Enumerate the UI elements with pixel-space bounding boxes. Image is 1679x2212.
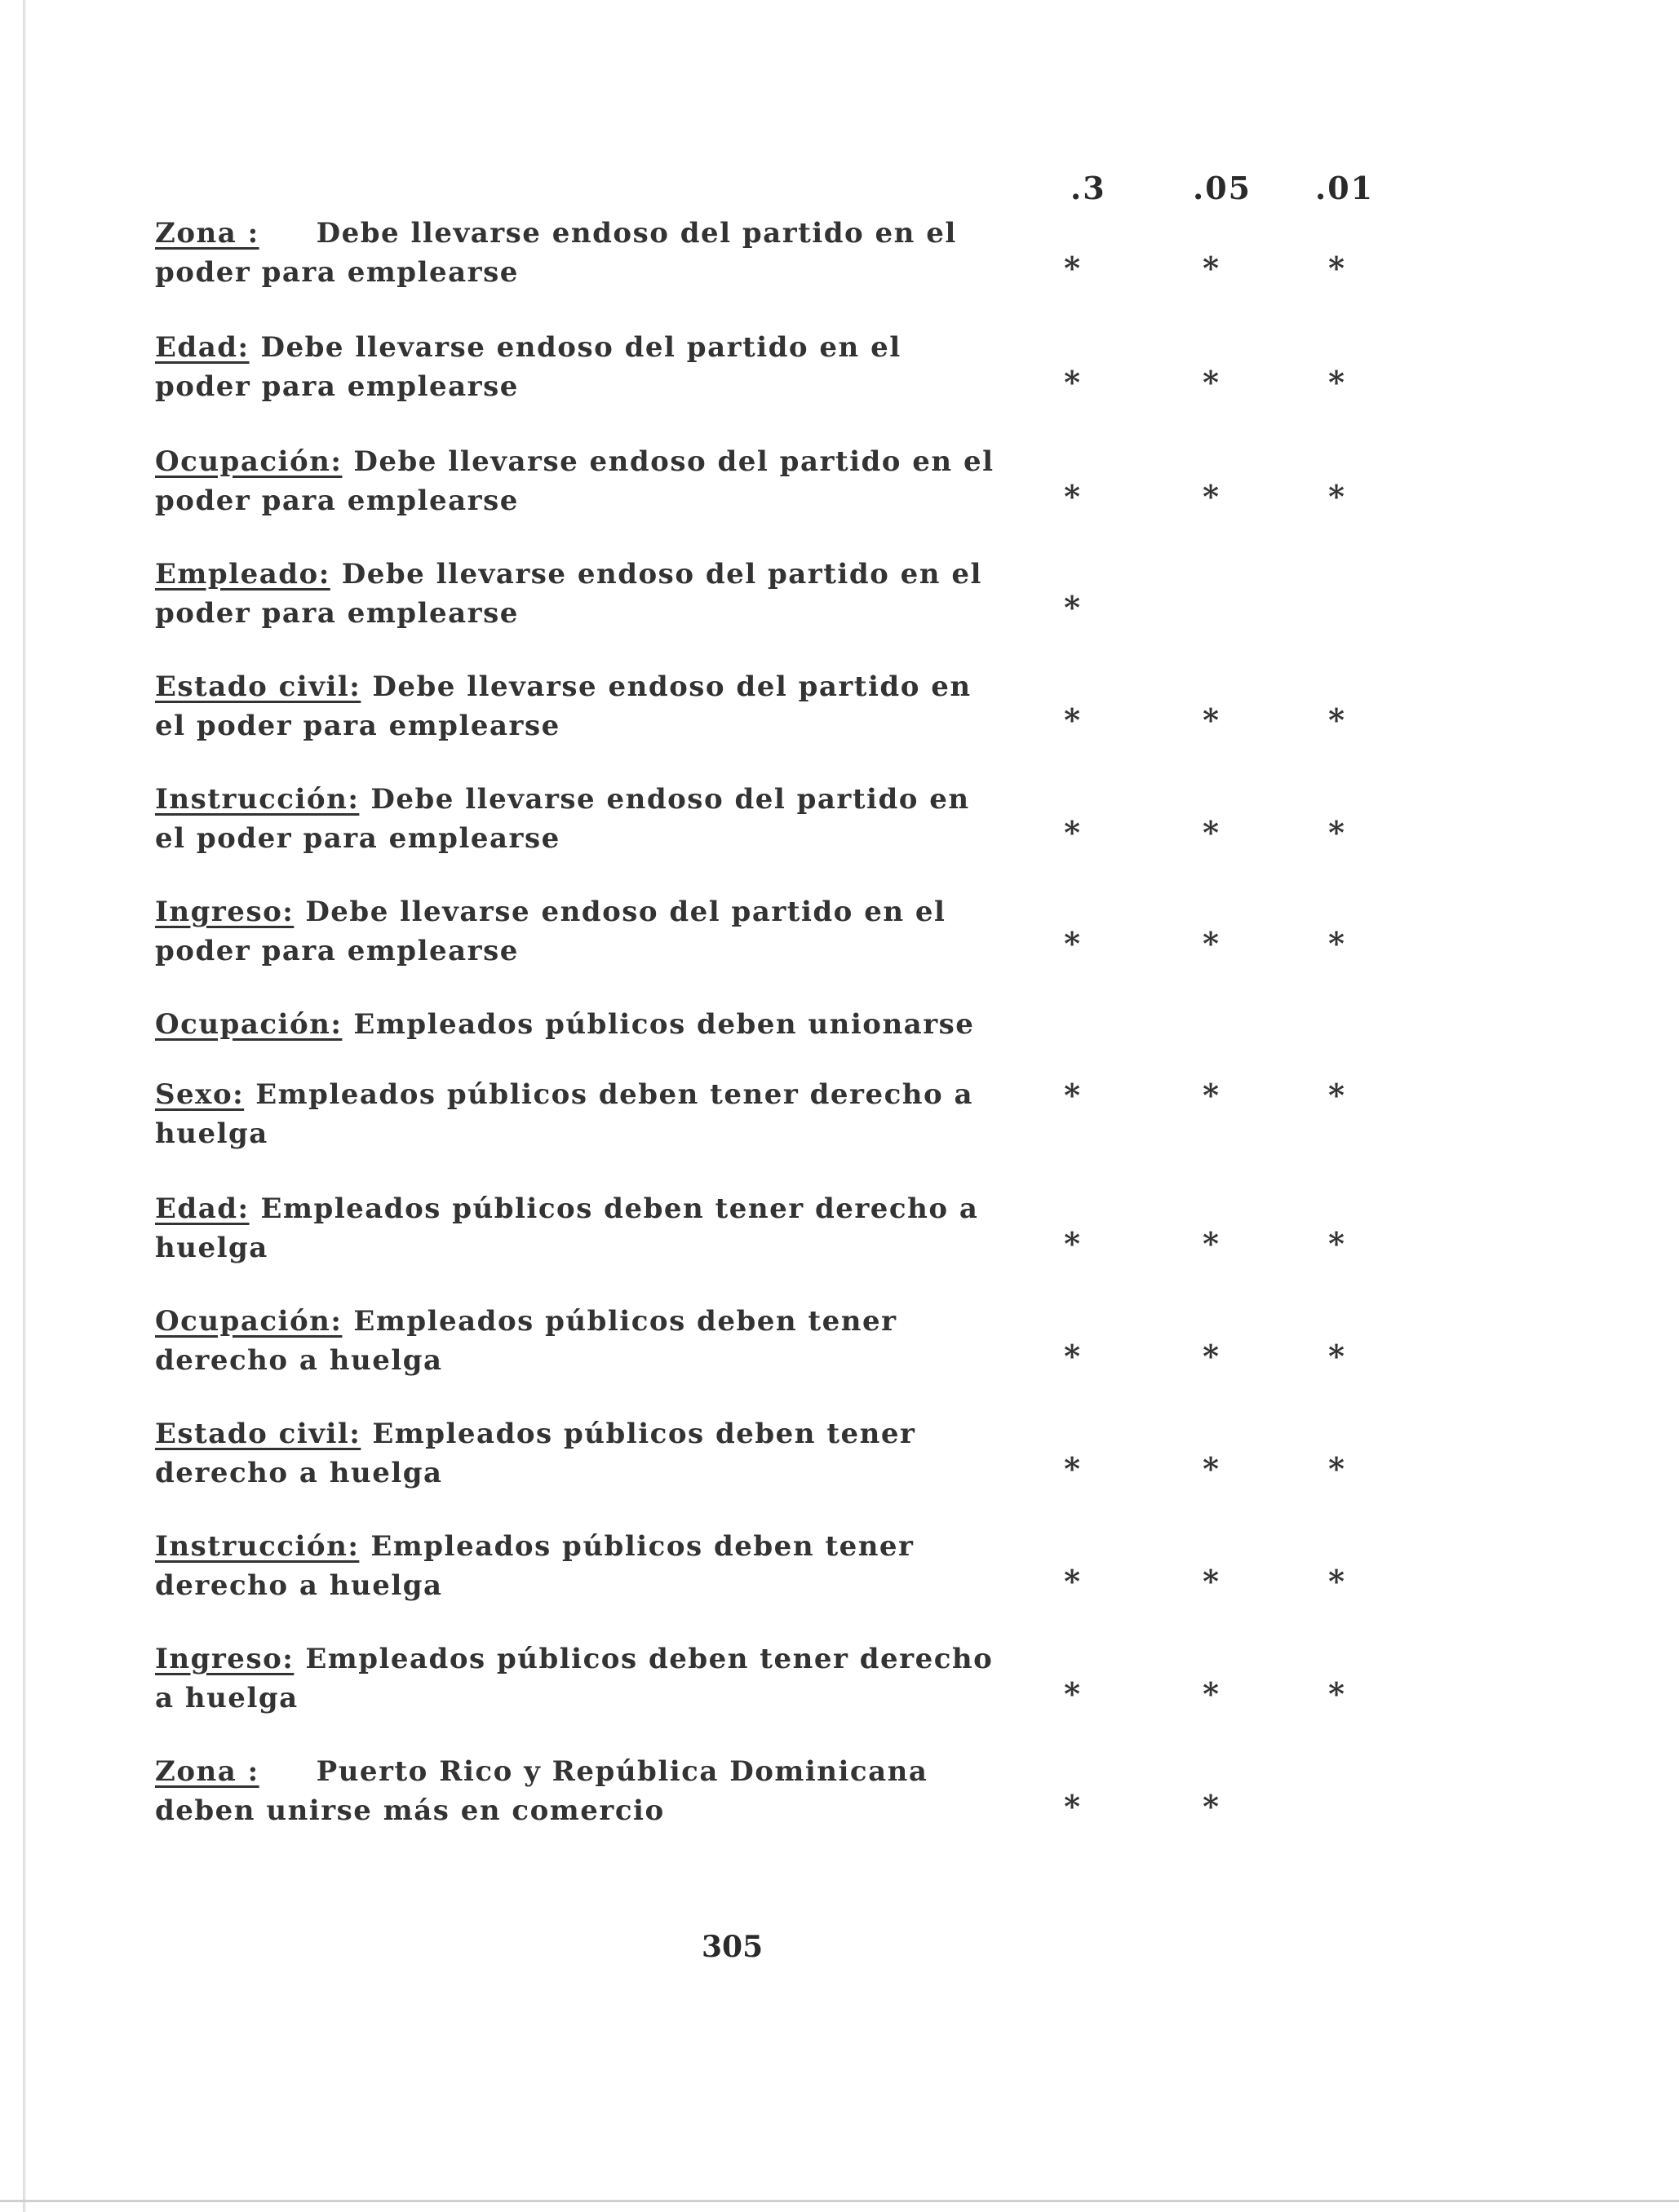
significance-mark: *	[1328, 925, 1345, 962]
significance-mark: *	[1203, 925, 1219, 962]
row-label: Edad:	[155, 331, 250, 364]
row-text: Empleados públicos deben tener derecho a huelga	[155, 1418, 916, 1489]
significance-mark: *	[1203, 1225, 1219, 1262]
row-label: Estado civil:	[155, 1418, 361, 1450]
significance-mark: *	[1064, 1225, 1080, 1262]
significance-mark: *	[1064, 701, 1080, 738]
page-edge-bottom	[0, 2200, 1679, 2202]
significance-mark: *	[1328, 250, 1345, 286]
significance-mark: *	[1203, 364, 1219, 400]
row-label: Empleado:	[155, 558, 330, 591]
significance-mark: *	[1064, 1788, 1080, 1825]
row-ocupacion-huelga	[155, 1302, 1003, 1380]
significance-mark: *	[1064, 589, 1080, 626]
row-text: Empleados públicos deben tener derecho a huelga	[155, 1530, 915, 1602]
column-header-03: .3	[1070, 170, 1106, 206]
row-label: Ingreso:	[155, 896, 295, 928]
page-edge	[23, 0, 26, 2212]
significance-mark: *	[1064, 1563, 1080, 1599]
row-text: Debe llevarse endoso del partido en el poder para emplearse	[155, 445, 995, 517]
row-empleado-endoso	[155, 555, 1003, 633]
significance-mark: *	[1203, 1675, 1219, 1712]
significance-mark: *	[1328, 478, 1345, 515]
row-label: Estado civil:	[155, 670, 361, 703]
row-ingreso-endoso	[155, 892, 1003, 971]
significance-mark: *	[1328, 814, 1345, 851]
row-ocupacion-unionarse	[155, 1005, 1003, 1044]
row-text: Debe llevarse endoso del partido en el poder para emplearse	[155, 331, 902, 403]
significance-mark: *	[1203, 1450, 1219, 1487]
row-text: Empleados públicos deben tener derecho a huelga	[155, 1078, 974, 1150]
row-label: Zona :	[155, 1755, 259, 1788]
row-text: Debe llevarse endoso del partido en el poder para emplearse	[155, 670, 972, 742]
significance-mark: *	[1328, 1563, 1345, 1599]
row-label: Sexo:	[155, 1078, 245, 1111]
row-text: Empleados públicos deben tener derecho a huelga	[155, 1643, 994, 1714]
significance-mark: *	[1203, 1563, 1219, 1599]
significance-mark: *	[1328, 1225, 1345, 1262]
significance-mark: *	[1203, 478, 1219, 515]
significance-mark: *	[1064, 1338, 1080, 1374]
significance-mark: *	[1328, 1675, 1345, 1712]
significance-mark: *	[1328, 701, 1345, 738]
row-sexo-huelga	[155, 1075, 1003, 1153]
significance-mark: *	[1328, 1077, 1345, 1113]
significance-mark: *	[1064, 925, 1080, 962]
row-label: Instrucción:	[155, 1530, 360, 1563]
significance-mark: *	[1203, 250, 1219, 286]
row-label: Ocupación:	[155, 445, 343, 478]
row-text: Debe llevarse endoso del partido en el poder para emplearse	[155, 217, 957, 289]
row-instruccion-huelga	[155, 1527, 1003, 1605]
significance-mark: *	[1064, 478, 1080, 515]
column-header-001: .01	[1315, 170, 1375, 206]
significance-mark: *	[1203, 1077, 1219, 1113]
row-zona-comercio	[155, 1752, 1003, 1830]
row-label: Zona :	[155, 217, 259, 250]
significance-mark: *	[1064, 1077, 1080, 1113]
significance-mark: *	[1064, 814, 1080, 851]
row-instruccion-endoso	[155, 780, 1003, 858]
row-text: Puerto Rico y República Dominicana deben unirse más en comercio	[155, 1755, 928, 1827]
significance-mark: *	[1203, 814, 1219, 851]
row-text: Debe llevarse endoso del partido en el poder para emplearse	[155, 558, 982, 630]
row-text: Empleados públicos deben unionarse	[353, 1008, 975, 1041]
row-text: Debe llevarse endoso del partido en el poder para emplearse	[155, 896, 946, 967]
significance-mark: *	[1203, 1338, 1219, 1374]
row-ocupacion-endoso	[155, 442, 1003, 520]
significance-mark: *	[1328, 1338, 1345, 1374]
row-edad-huelga	[155, 1189, 1003, 1267]
significance-mark: *	[1064, 364, 1080, 400]
row-estado-civil-huelga	[155, 1414, 1003, 1493]
column-header-005: .05	[1193, 170, 1252, 206]
row-text: Empleados públicos deben tener derecho a huelga	[155, 1305, 897, 1377]
row-zona-endoso	[155, 214, 1003, 292]
significance-mark: *	[1064, 250, 1080, 286]
row-edad-endoso	[155, 328, 1003, 406]
row-text: Debe llevarse endoso del partido en el poder para emplearse	[155, 783, 970, 855]
row-text: Empleados públicos deben tener derecho a huelga	[155, 1192, 979, 1264]
row-estado-civil-endoso	[155, 667, 1003, 745]
row-label: Ocupación:	[155, 1305, 343, 1338]
page-number: 305	[702, 1930, 764, 1964]
row-label: Ocupación:	[155, 1008, 343, 1041]
significance-mark: *	[1203, 701, 1219, 738]
significance-mark: *	[1203, 1788, 1219, 1825]
row-label: Ingreso:	[155, 1643, 295, 1675]
significance-mark: *	[1328, 364, 1345, 400]
significance-mark: *	[1064, 1450, 1080, 1487]
significance-mark: *	[1328, 1450, 1345, 1487]
significance-mark: *	[1064, 1675, 1080, 1712]
row-ingreso-huelga	[155, 1639, 1003, 1718]
row-label: Instrucción:	[155, 783, 360, 816]
row-label: Edad:	[155, 1192, 250, 1225]
